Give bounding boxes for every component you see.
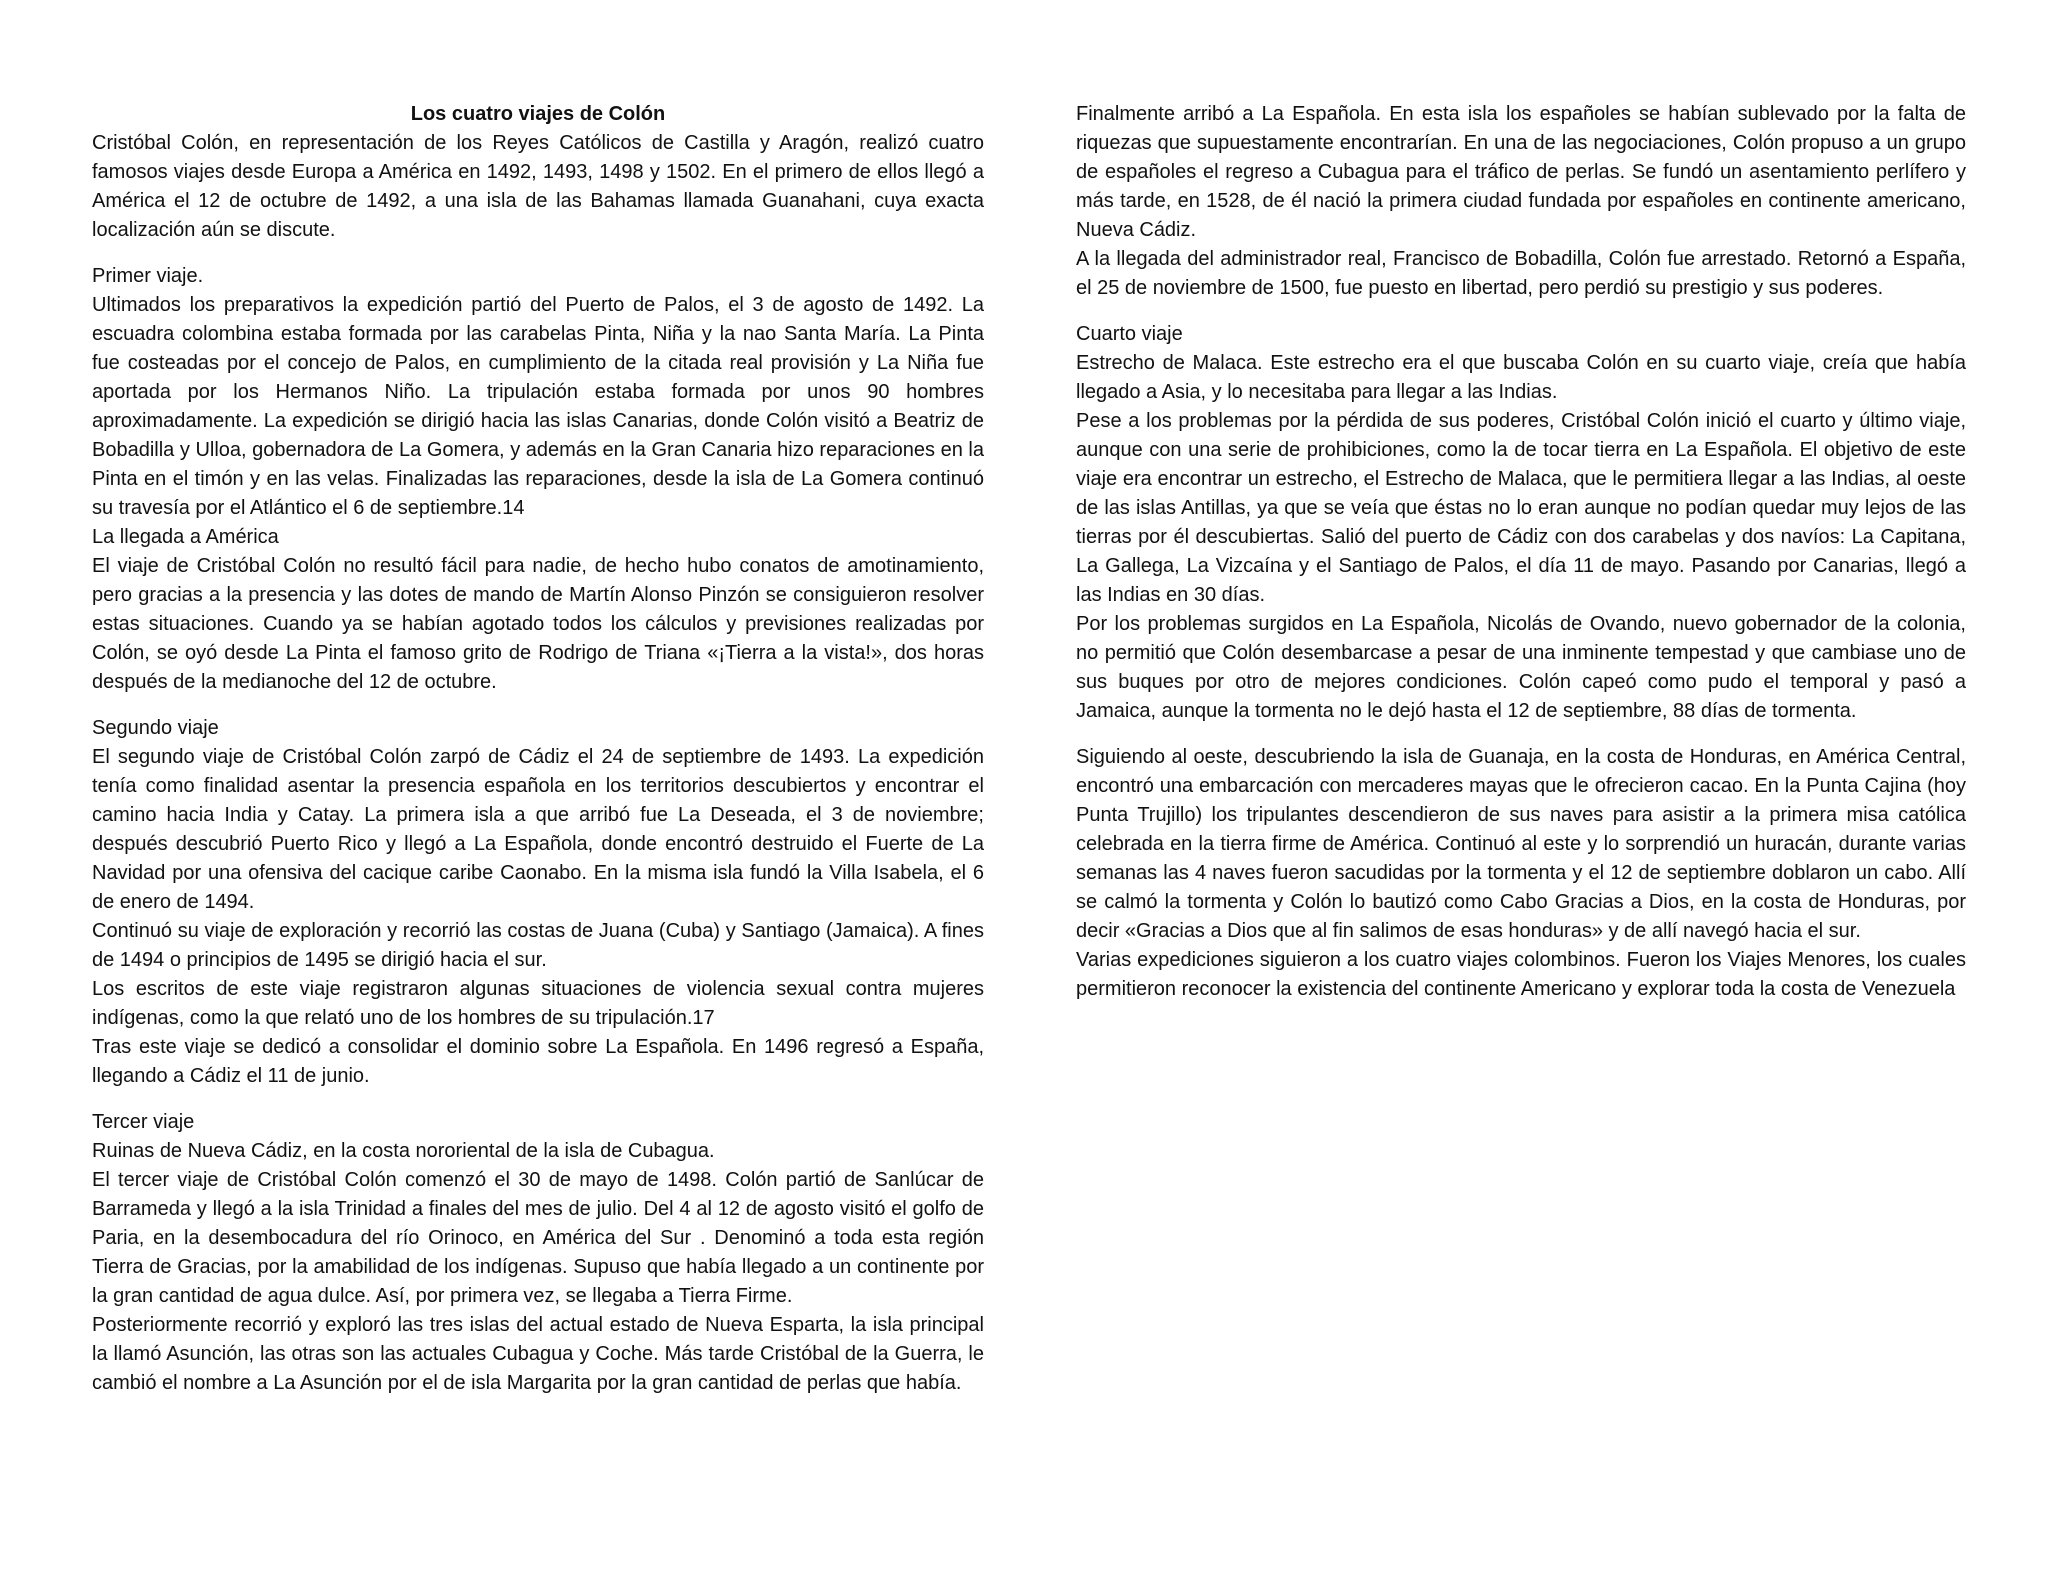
paragraph-gap [92, 245, 984, 262]
section-heading: Primer viaje. [92, 265, 204, 287]
paragraph: Estrecho de Malaca. Este estrecho era el que buscaba Colón en su cuarto viaje, creía que había llegado a Asia, y lo necesitaba para llegar a las Indias. [1076, 352, 1966, 403]
paragraph: A la llegada del administrador real, Francisco de Bobadilla, Colón fue arrestado. Retornó a España, el 25 de noviembre de 1500, fue puesto en libertad, pero perdió su prestigio y sus poderes. [1076, 248, 1966, 299]
section-heading: Tercer viaje [92, 1111, 195, 1133]
paragraph-gap [92, 1091, 984, 1108]
paragraph: Tras este viaje se dedicó a consolidar el dominio sobre La Española. En 1496 regresó a España, llegando a Cádiz el 11 de junio. [92, 1036, 984, 1087]
section-heading: La llegada a América [92, 526, 279, 548]
document-title: Los cuatro viajes de Colón [410, 103, 666, 125]
section-heading: Cuarto viaje [1076, 323, 1183, 345]
paragraph-gap [1076, 726, 1966, 743]
paragraph: Ruinas de Nueva Cádiz, en la costa nororiental de la isla de Cubagua. [92, 1140, 715, 1162]
section-heading: Segundo viaje [92, 717, 219, 739]
paragraph: Ultimados los preparativos la expedición partió del Puerto de Palos, el 3 de agosto de 1492. La escuadra colombina estaba formada por las carabelas Pinta, Niña y la nao Santa María. La Pinta fue costeadas por el concejo de Palos, en cumplimiento de la citada real provisión y La Niña fue aportada por los Hermanos Niño. La tripulación estaba formada por unos 90 hombres aproximadamente. La expedición se dirigió hacia las islas Canarias, donde Colón visitó a Beatriz de Bobadilla y Ulloa, gobernadora de La Gomera, y además en la Gran Canaria hizo reparaciones en la Pinta en el timón y en las velas. Finalizadas las reparaciones, desde la isla de La Gomera continuó su travesía por el Atlántico el 6 de septiembre.14 [92, 294, 984, 519]
paragraph-gap [92, 697, 984, 714]
paragraph: Los escritos de este viaje registraron algunas situaciones de violencia sexual contra mujeres indígenas, como la que relató uno de los hombres de su tripulación.17 [92, 978, 984, 1029]
paragraph: Continuó su viaje de exploración y recorrió las costas de Juana (Cuba) y Santiago (Jamaica). A fines de 1494 o principios de 1495 se dirigió hacia el sur. [92, 920, 984, 971]
paragraph: Siguiendo al oeste, descubriendo la isla de Guanaja, en la costa de Honduras, en América Central, encontró una embarcación con mercaderes mayas que le ofrecieron cacao. En la Punta Cajina (hoy Punta Trujillo) los tripulantes descendieron de sus naves para asistir a la primera misa católica celebrada en la tierra firme de América. Continuó al este y lo sorprendió un huracán, durante varias semanas las 4 naves fueron sacudidas por la tormenta y el 12 de septiembre doblaron un cabo. Allí se calmó la tormenta y Colón lo bautizó como Cabo Gracias a Dios, en la costa de Honduras, por decir «Gracias a Dios que al fin salimos de esas honduras» y de allí navegó hacia el sur. [1076, 746, 1966, 942]
paragraph: Cristóbal Colón, en representación de los Reyes Católicos de Castilla y Aragón, realizó cuatro famosos viajes desde Europa a América en 1492, 1493, 1498 y 1502. En el primero de ellos llegó a América el 12 de octubre de 1492, a una isla de las Bahamas llamada Guanahani, cuya exacta localización aún se discute. [92, 132, 984, 241]
paragraph: Posteriormente recorrió y exploró las tres islas del actual estado de Nueva Esparta, la isla principal la llamó Asunción, las otras son las actuales Cubagua y Coche. Más tarde Cristóbal de la Guerra, le cambió el nombre a La Asunción por el de isla Margarita por la gran cantidad de perlas que había. [92, 1314, 984, 1394]
paragraph: Varias expediciones siguieron a los cuatro viajes colombinos. Fueron los Viajes Menores, los cuales permitieron reconocer la existencia del continente Americano y explorar toda la costa de Venezuela [1076, 949, 1966, 1000]
right-column [1076, 100, 1966, 1004]
paragraph: Pese a los problemas por la pérdida de sus poderes, Cristóbal Colón inició el cuarto y último viaje, aunque con una serie de prohibiciones, como la de tocar tierra en La Española. El objetivo de este viaje era encontrar un estrecho, el Estrecho de Malaca, que le permitiera llegar a las Indias, al oeste de las islas Antillas, ya que se veía que éstas no lo eran aunque no podían quedar muy lejos de las tierras por él descubiertas. Salió del puerto de Cádiz con dos carabelas y dos navíos: La Capitana, La Gallega, La Vizcaína y el Santiago de Palos, el día 11 de mayo. Pasando por Canarias, llegó a las Indias en 30 días. [1076, 410, 1966, 606]
paragraph: El tercer viaje de Cristóbal Colón comenzó el 30 de mayo de 1498. Colón partió de Sanlúcar de Barrameda y llegó a la isla Trinidad a finales del mes de julio. Del 4 al 12 de agosto visitó el golfo de Paria, en la desembocadura del río Orinoco, en América del Sur . Denominó a toda esta región Tierra de Gracias, por la amabilidad de los indígenas. Supuso que había llegado a un continente por la gran cantidad de agua dulce. Así, por primera vez, se llegaba a Tierra Firme. [92, 1169, 984, 1307]
paragraph: El segundo viaje de Cristóbal Colón zarpó de Cádiz el 24 de septiembre de 1493. La expedición tenía como finalidad asentar la presencia española en los territorios descubiertos y encontrar el camino hacia India y Catay. La primera isla a que arribó fue La Deseada, el 3 de noviembre; después descubrió Puerto Rico y llegó a La Española, donde encontró destruido el Fuerte de La Navidad por una ofensiva del cacique caribe Caonabo. En la misma isla fundó la Villa Isabela, el 6 de enero de 1494. [92, 746, 984, 913]
paragraph: El viaje de Cristóbal Colón no resultó fácil para nadie, de hecho hubo conatos de amotinamiento, pero gracias a la presencia y las dotes de mando de Martín Alonso Pinzón se consiguieron resolver estas situaciones. Cuando ya se habían agotado todos los cálculos y previsiones realizadas por Colón, se oyó desde La Pinta el famoso grito de Rodrigo de Triana «¡Tierra a la vista!», dos horas después de la medianoche del 12 de octubre. [92, 555, 984, 693]
paragraph: Finalmente arribó a La Española. En esta isla los españoles se habían sublevado por la falta de riquezas que supuestamente encontrarían. En una de las negociaciones, Colón propuso a un grupo de españoles el regreso a Cubagua para el tráfico de perlas. Se fundó un asentamiento perlífero y más tarde, en 1528, de él nació la primera ciudad fundada por españoles en continente americano, Nueva Cádiz. [1076, 103, 1966, 241]
paragraph: Por los problemas surgidos en La Española, Nicolás de Ovando, nuevo gobernador de la colonia, no permitió que Colón desembarcase a pesar de una inminente tempestad y que cambiase uno de sus buques por otro de mejores condiciones. Colón capeó como pudo el temporal y pasó a Jamaica, aunque la tormenta no le dejó hasta el 12 de septiembre, 88 días de tormenta. [1076, 613, 1966, 722]
paragraph-gap [1076, 303, 1966, 320]
left-column [92, 100, 984, 1398]
